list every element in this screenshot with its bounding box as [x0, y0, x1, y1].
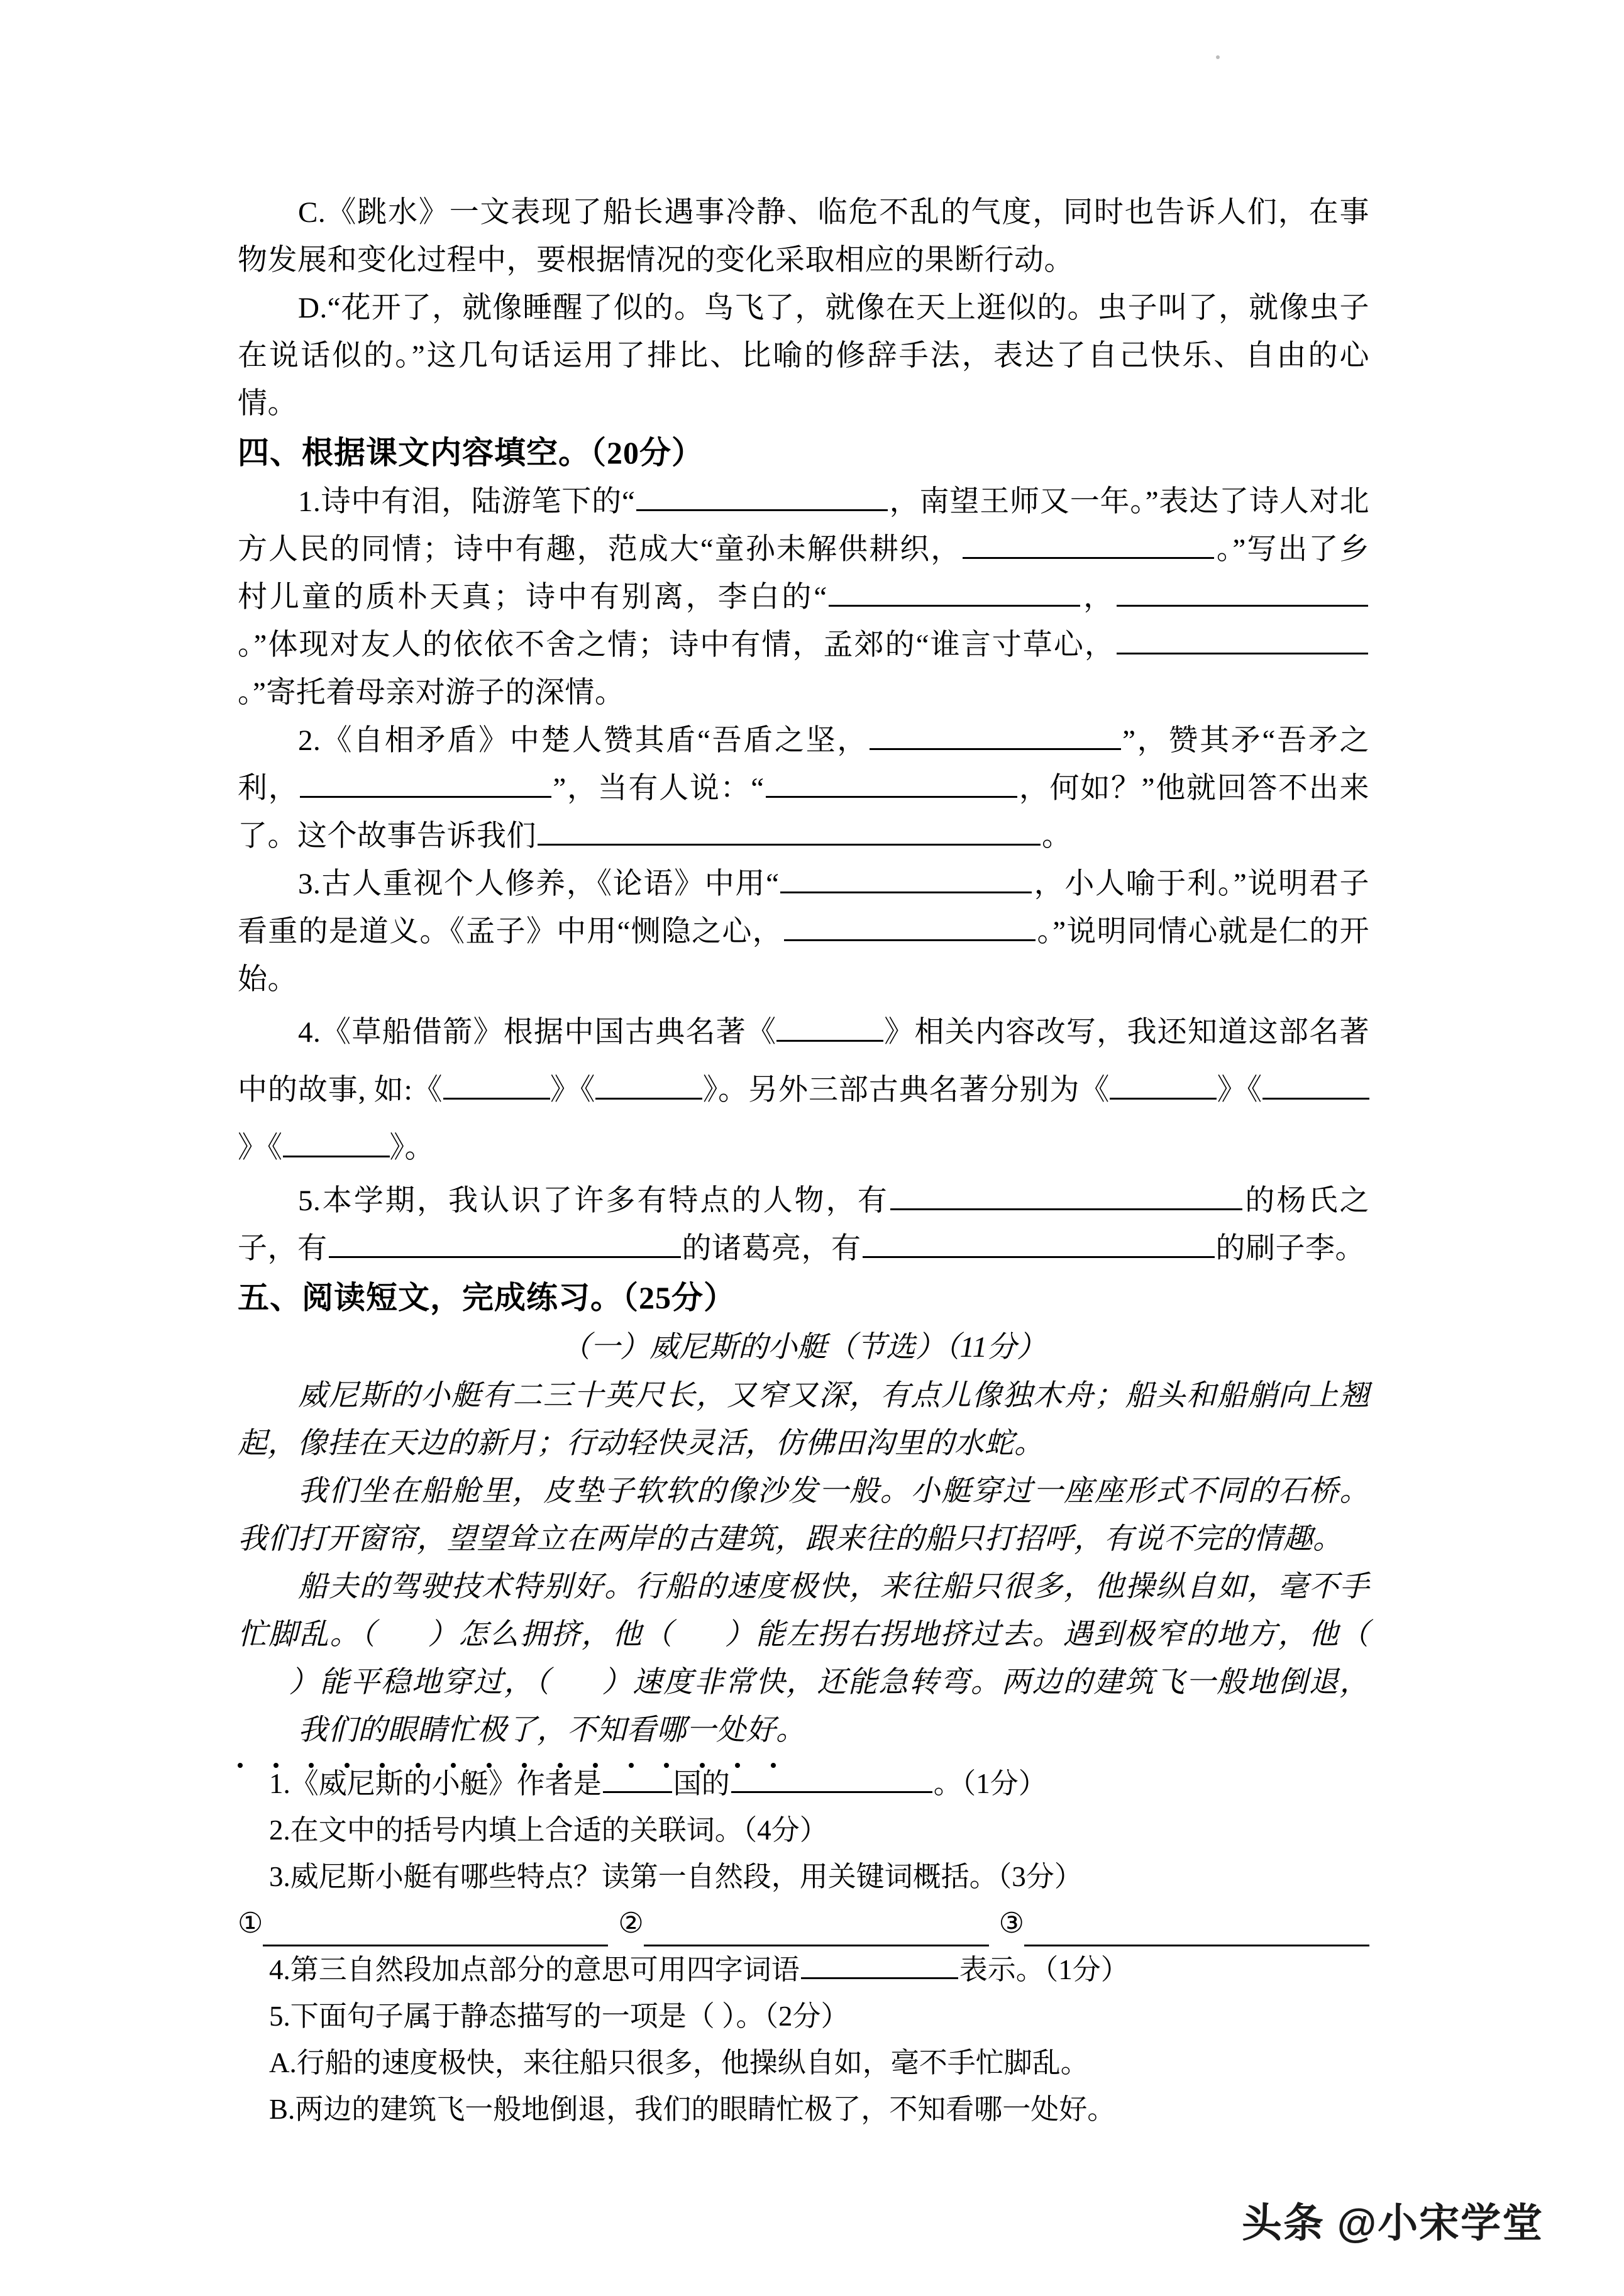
section-five-heading: 五、阅读短文，完成练习。（25分）: [238, 1280, 736, 1315]
pq1-blank-country[interactable]: [603, 1763, 672, 1793]
choice-option-d: D.“花开了，就像睡醒了似的。鸟飞了，就像在天上逛似的。虫子叫了，就像虫子在说话似的。”这几句话运用了排比、比喻的修辞手法，表达了自己快乐、自由的心情。: [238, 292, 1369, 420]
q5-blank-2[interactable]: [329, 1228, 681, 1258]
watermark-text: 头条 @小宋学堂: [1242, 2200, 1544, 2246]
p3-text-e: ）速度非常快，还能急转弯。两边的建筑飞一般地倒退，: [600, 1666, 1370, 1699]
scan-artifact-dot: [1216, 55, 1220, 59]
q4-blank-3[interactable]: [595, 1073, 702, 1100]
p3-text-d: ）能平稳地穿过，（: [288, 1666, 551, 1699]
passage-paragraph-2: 我们坐在船舱里，皮垫子软软的像沙发一般。小艇穿过一座座形式不同的石桥。我们打开窗帘，望望耸立在两岸的古建筑，跟来往的船只打招呼，有说不完的情趣。: [238, 1475, 1369, 1555]
q1-text-d: “: [814, 581, 827, 614]
pq1-text-b: 国的: [673, 1768, 730, 1799]
q4-blank-5[interactable]: [1262, 1073, 1369, 1100]
circled-number-1: ①: [238, 1907, 263, 1939]
q2-text-b: ”，赞其矛“吾矛之利，: [238, 724, 1369, 805]
passage-question-1: [238, 1760, 1369, 1807]
page-content: [238, 189, 1369, 2133]
q3-blank-1[interactable]: [780, 864, 1032, 893]
section-four-heading: 四、根据课文内容填空。（20分）: [238, 435, 704, 470]
q4-text-a: 4.《草船借箭》根据中国古典名著《: [298, 1016, 777, 1049]
passage-question-5: 5.下面句子属于静态描写的一项是（ ）。（2分）: [269, 2001, 849, 2032]
q3-text-b: ，小人喻于利。”说明君子看重的是道义。《孟子》中用“恻隐之心，: [238, 868, 1369, 948]
q2-text-c: ”，当有人说：“: [553, 772, 765, 805]
q4-text-c: 》《: [550, 1074, 596, 1107]
pq4-text-a: 4.第三自然段加点部分的意思可用四字词语: [269, 1954, 800, 1985]
q4-blank-6[interactable]: [283, 1130, 390, 1157]
q2-text-d: ，何如？”他就回答不出来了。这个故事告诉我们: [238, 772, 1369, 853]
emphasis-text: 我们的眼睛忙极了，不知看哪一处好: [298, 1714, 776, 1747]
passage-title: （一）威尼斯的小艇（节选）（11分）: [560, 1331, 1046, 1364]
choice-option-c: C.《跳水》一文表现了船长遇事冷静、临危不乱的气度，同时也告诉人们，在事物发展和变化过程中，要根据情况的变化采取相应的果断行动。: [238, 196, 1369, 277]
q3-text-a: 3.古人重视个人修养，《论语》中用“: [298, 868, 780, 900]
q1-text-g: 。”寄托着母亲对游子的深情。: [238, 676, 625, 709]
q5-text-b: 的杨氏之子，有: [238, 1184, 1370, 1265]
pq4-text-b: 表示。（1分）: [959, 1954, 1129, 1985]
passage-question-3: 3.威尼斯小艇有哪些特点？读第一自然段，用关键词概括。（3分）: [269, 1861, 1083, 1892]
q2-blank-1[interactable]: [870, 720, 1121, 750]
q5-text-a: 5.本学期，我认识了许多有特点的人物，有: [298, 1184, 889, 1217]
passage-paragraph-3: [238, 1563, 1369, 1754]
q2-blank-4[interactable]: [538, 816, 1041, 846]
q4-text-h: 》。: [389, 1132, 434, 1164]
passage-question-5-option-b: B.两边的建筑飞一般地倒退，我们的眼睛忙极了，不知看哪一处好。: [269, 2094, 1116, 2125]
section-four-question-2: [238, 717, 1369, 860]
q5-blank-1[interactable]: [890, 1181, 1242, 1210]
passage-question-5-option-a: A.行船的速度极快，来往船只很多，他操纵自如，毫不手忙脚乱。: [269, 2047, 1089, 2078]
q3-answer-blank-1[interactable]: [263, 1918, 608, 1946]
section-four-question-1: [238, 478, 1369, 717]
q1-text-e: ，: [1081, 581, 1115, 614]
q1-text-f: 。”体现对友人的依依不舍之情；诗中有情，孟郊的“谁言寸草心，: [238, 629, 1115, 661]
q4-blank-1[interactable]: [776, 1015, 883, 1042]
q5-blank-3[interactable]: [863, 1228, 1215, 1258]
q1-text-a: 1.诗中有泪，陆游笔下的“: [298, 485, 636, 518]
section-four-question-3: [238, 860, 1369, 1003]
q4-text-f: 》《: [1217, 1074, 1263, 1107]
passage-question-4: [238, 1946, 1369, 1993]
p3-text-c: ）能左拐右拐地挤过去。遇到极窄的地方，他（: [724, 1618, 1370, 1651]
q1-blank-4[interactable]: [1117, 577, 1368, 607]
p3-text-b: ）怎么拥挤，他（: [426, 1618, 674, 1651]
q1-blank-3[interactable]: [829, 577, 1080, 607]
q4-blank-4[interactable]: [1110, 1073, 1217, 1100]
circled-number-3: ③: [998, 1907, 1024, 1939]
pq4-blank[interactable]: [801, 1950, 958, 1979]
q1-text-b: ，南望王师又一年。”表达了诗人对北方人民的同情；诗中有趣，范成大“童孙未解供耕织，: [238, 485, 1369, 566]
q4-text-g: 》《: [238, 1132, 283, 1164]
q5-text-d: 的刷子李。: [1215, 1232, 1365, 1265]
q5-text-c: 的诸葛亮，有: [682, 1232, 861, 1265]
p3-text-end: 。: [776, 1714, 806, 1747]
circled-number-2: ②: [618, 1907, 644, 1939]
q4-text-d: 》。另外三部古典名著分别为: [702, 1074, 1080, 1107]
q2-text-a: 2.《自相矛盾》中楚人赞其盾“吾盾之坚，: [298, 724, 869, 757]
q2-blank-3[interactable]: [766, 768, 1017, 798]
q1-blank-2[interactable]: [963, 529, 1214, 559]
emphasis-marked-sentence: [238, 1706, 776, 1754]
q1-blank-1[interactable]: [636, 482, 888, 511]
p3-text-a: 船夫的驾驶技术特别好。行船的速度极快，来往船只很多，他操纵自如，毫不手忙脚乱。（: [238, 1570, 1369, 1651]
q1-blank-5[interactable]: [1117, 625, 1368, 654]
passage-paragraph-1: 威尼斯的小艇有二三十英尺长，又窄又深，有点儿像独木舟；船头和船艄向上翘起，像挂在天边的新月；行动轻快灵活，仿佛田沟里的水蛇。: [238, 1379, 1369, 1460]
pq1-blank-author[interactable]: [731, 1763, 932, 1793]
section-four-question-4: [238, 1003, 1369, 1177]
passage-question-2: 2.在文中的括号内填上合适的关联词。（4分）: [269, 1814, 828, 1846]
pq1-text-a: 1.《威尼斯的小艇》作者是: [269, 1768, 602, 1799]
q3-answer-blank-2[interactable]: [644, 1918, 989, 1946]
section-four-question-5: [238, 1177, 1369, 1272]
q2-text-e: 。: [1042, 820, 1072, 853]
q2-blank-2[interactable]: [300, 768, 551, 798]
q1-text-c: 。”写出了乡村儿童的质朴天真；诗中有别离，李白的: [238, 533, 1369, 614]
passage-question-3-answer-row: [238, 1900, 1369, 1946]
pq1-text-c: 。（1分）: [933, 1768, 1047, 1799]
q4-text-b: 》相关内容改写，我还知道这部名著中的故事, 如:《: [238, 1016, 1369, 1107]
q3-answer-blank-3[interactable]: [1024, 1918, 1369, 1946]
q4-blank-2[interactable]: [443, 1073, 550, 1100]
q3-blank-2[interactable]: [784, 912, 1036, 941]
q3-text-c: 。”说明同情心就是仁的开始。: [238, 915, 1369, 996]
q4-text-e: 《: [1080, 1074, 1110, 1107]
